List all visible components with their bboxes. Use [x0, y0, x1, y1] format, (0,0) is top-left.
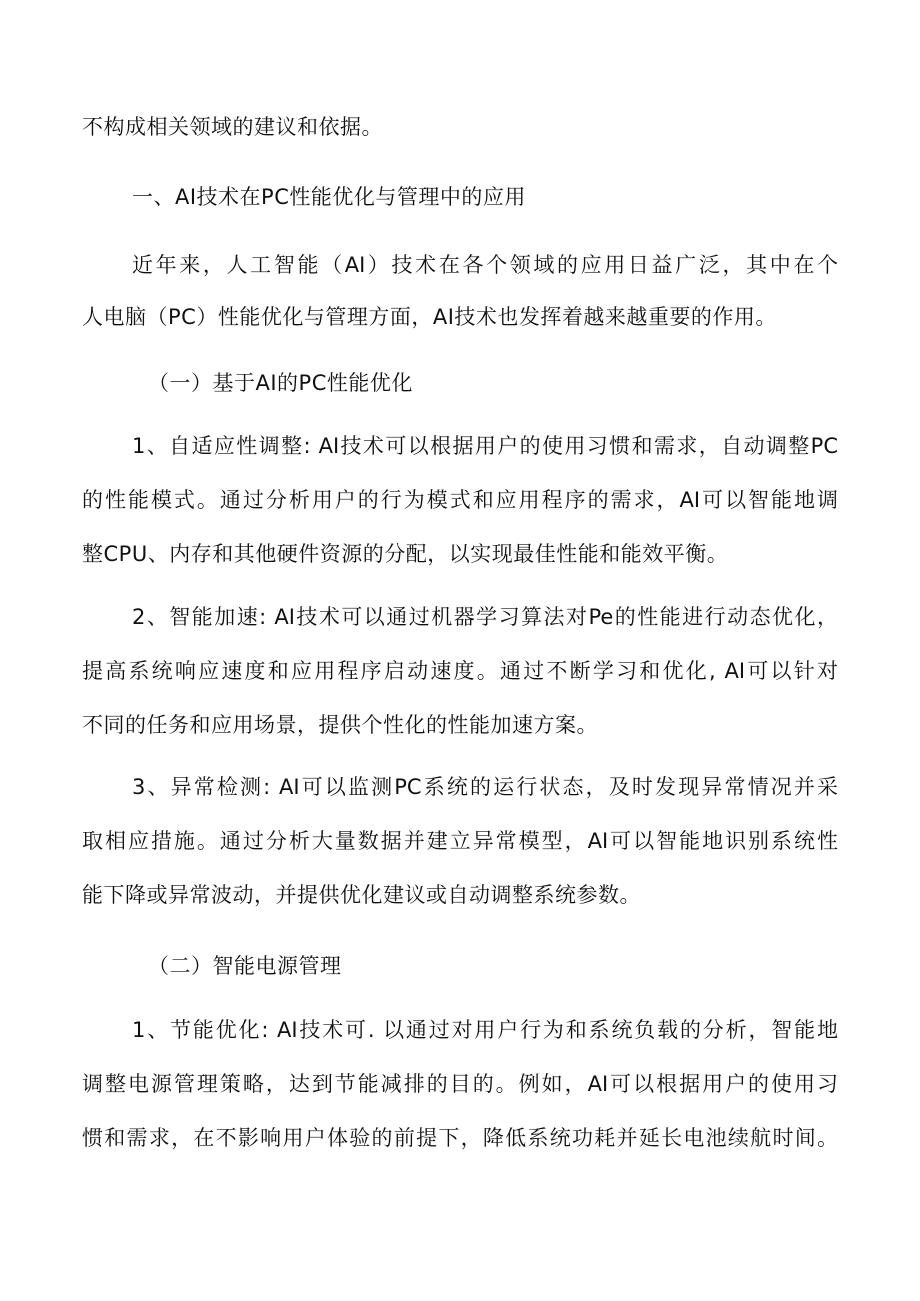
item-2-line-2: 提高系统响应速度和应用程序启动速度。通过不断学习和优化, AI可以针对 [82, 659, 838, 683]
subsection-heading-2: （二）智能电源管理 [148, 954, 342, 978]
power-item-1-line-3: 惯和需求，在不影响用户体验的前提下，降低系统功耗并延长电池续航时间。 [82, 1126, 838, 1150]
item-1-line-2: 的性能模式。通过分析用户的行为模式和应用程序的需求，AI可以智能地调 [82, 488, 838, 512]
section-heading: 一、AI技术在PC性能优化与管理中的应用 [132, 185, 526, 209]
paragraph-continuation-line: 不构成相关领域的建议和依据。 [82, 115, 383, 139]
item-2-line-1: 2、智能加速: AI技术可以通过机器学习算法对Pe的性能进行动态优化， [132, 605, 838, 629]
item-1-line-1: 1、自适应性调整: AI技术可以根据用户的使用习惯和需求，自动调整PC [132, 434, 838, 458]
power-item-1-line-1: 1、节能优化: AI技术可. 以通过对用户行为和系统负载的分析，智能地 [132, 1018, 838, 1042]
power-item-1-line-2: 调整电源管理策略，达到节能减排的目的。例如，AI可以根据用户的使用习 [82, 1072, 838, 1096]
item-1-line-3: 整CPU、内存和其他硬件资源的分配，以实现最佳性能和能效平衡。 [82, 542, 729, 566]
item-3-line-2: 取相应措施。通过分析大量数据并建立异常模型，AI可以智能地识别系统性 [82, 829, 838, 853]
item-3-line-1: 3、异常检测: AI可以监测PC系统的运行状态，及时发现异常情况并采 [132, 775, 838, 799]
subsection-heading-1: （一）基于AI的PC性能优化 [148, 371, 413, 395]
intro-line-2: 人电脑（PC）性能优化与管理方面，AI技术也发挥着越来越重要的作用。 [82, 305, 777, 329]
item-2-line-3: 不同的任务和应用场景，提供个性化的性能加速方案。 [82, 713, 598, 737]
intro-line-1: 近年来，人工智能（AI）技术在各个领域的应用日益广泛，其中在个 [132, 253, 838, 277]
item-3-line-3: 能下降或异常波动，并提供优化建议或自动调整系统参数。 [82, 883, 641, 907]
